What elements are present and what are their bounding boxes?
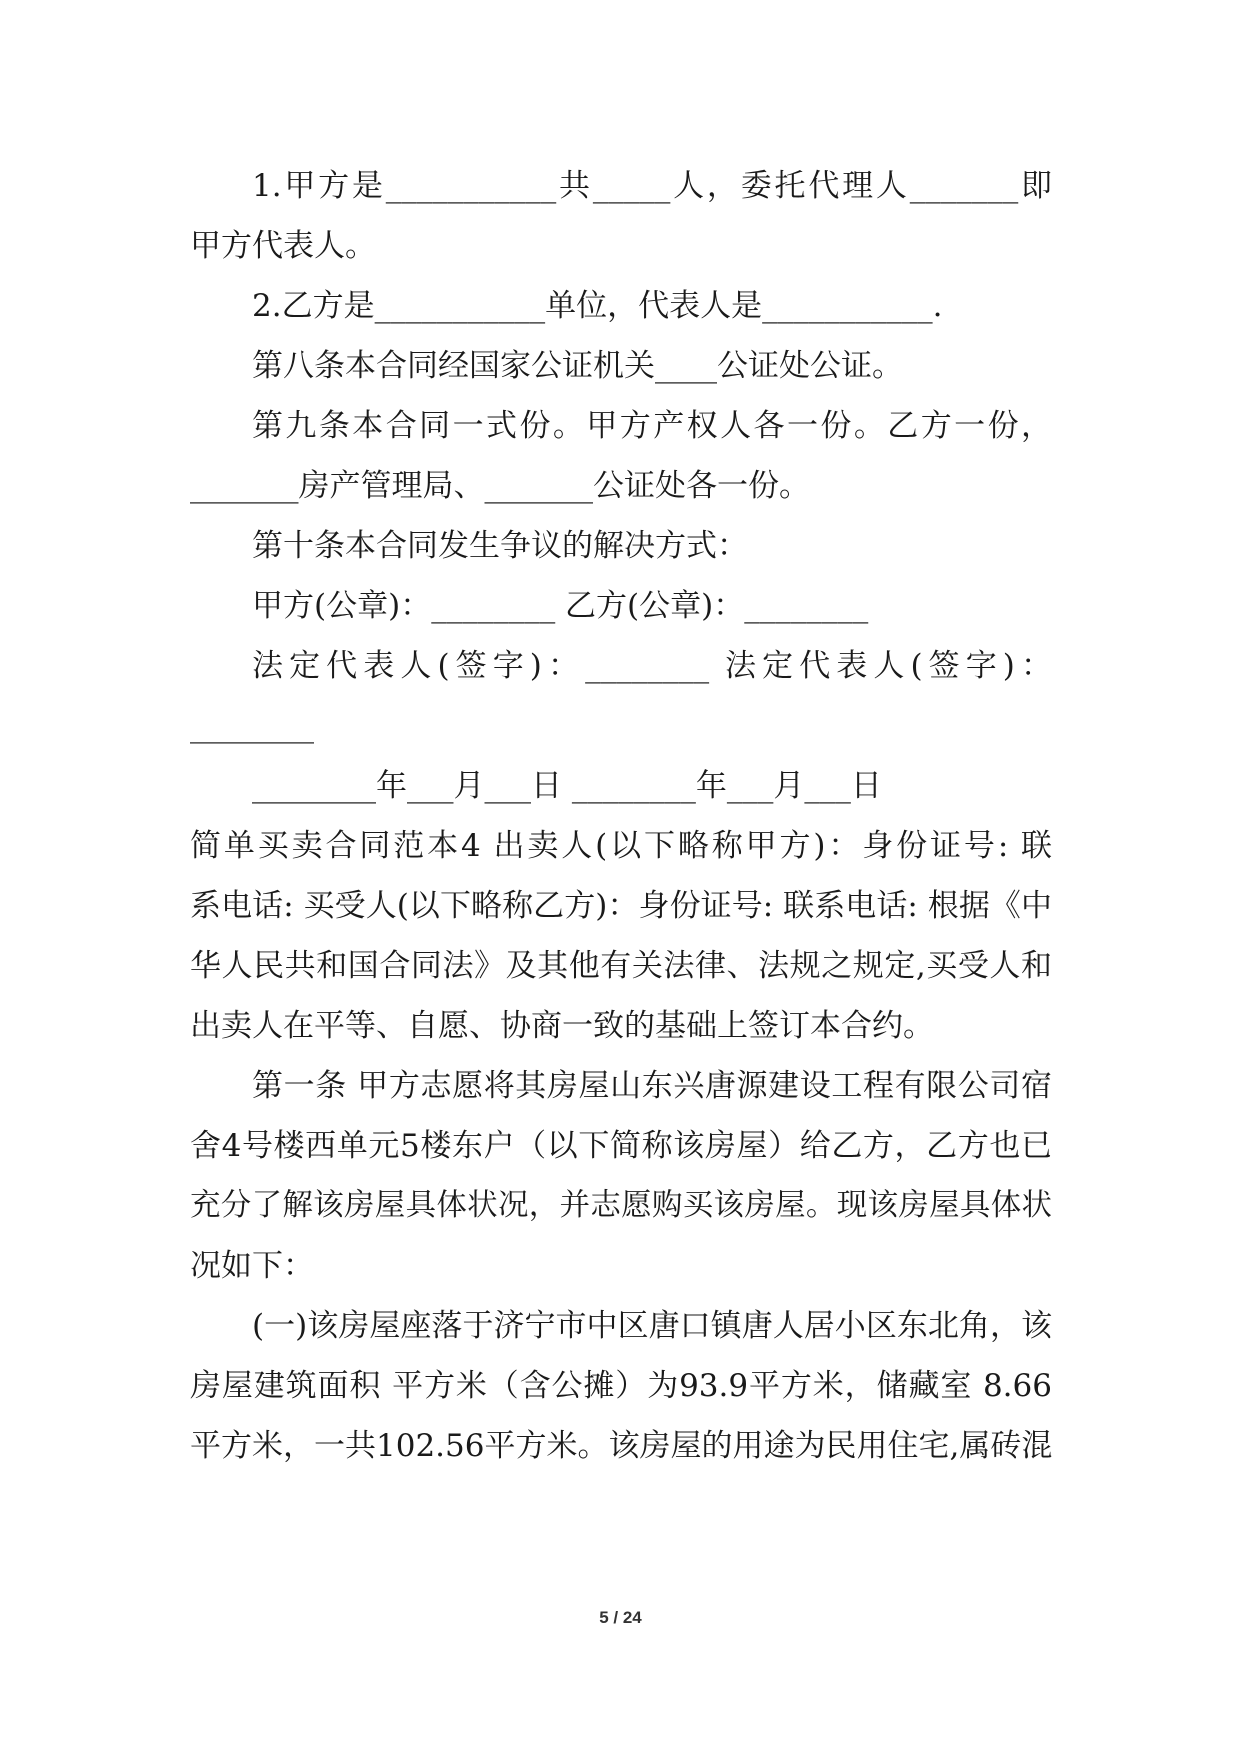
text-line: (一)该房屋座落于济宁市中区唐口镇唐人居小区东北角，该 [252,1308,1052,1344]
text-line: 法定代表人(签字)：________ 法定代表人(签字)： [252,648,1052,684]
text-line: 第一条 甲方志愿将其房屋山东兴唐源建设工程有限公司宿 [252,1068,1052,1104]
text-line: 第八条本合同经国家公证机关____公证处公证。 [252,348,903,384]
page-number: 5 / 24 [599,1608,642,1627]
text-line: 第十条本合同发生争议的解决方式： [252,528,748,564]
text-line: 2.乙方是___________单位，代表人是___________. [252,288,943,324]
text-line: 况如下： [190,1248,314,1284]
text-line: 充分了解该房屋具体状况，并志愿购买该房屋。现该房屋具体状 [190,1188,1052,1223]
text-line: 甲方(公章)：________ 乙方(公章)：________ [252,588,869,624]
text-line: _______房产管理局、_______公证处各一份。 [190,468,810,504]
text-line: 华人民共和国合同法》及其他有关法律、法规之规定,买受人和 [190,948,1052,984]
text-line: 简单买卖合同范本4 出卖人(以下略称甲方)：身份证号: 联 [190,828,1052,864]
text-line: 平方米，一共102.56平方米。该房屋的用途为民用住宅,属砖混 [190,1428,1053,1464]
text-line: ________年___月___日 ________年___月___日 [252,768,882,804]
text-line: 第九条本合同一式份。甲方产权人各一份。乙方一份， [252,408,1052,444]
text-line: ________ [190,708,314,744]
text-line: 舍4号楼西单元5楼东户（以下简称该房屋）给乙方，乙方也已 [190,1128,1052,1164]
text-line: 出卖人在平等、自愿、协商一致的基础上签订本合约。 [190,1008,934,1044]
text-line: 甲方代表人。 [190,228,376,264]
text-line: 系电话: 买受人(以下略称乙方)：身份证号: 联系电话: 根据《中 [190,888,1052,924]
text-line: 房屋建筑面积 平方米（含公摊）为93.9平方米，储藏室 8.66 [190,1368,1052,1404]
text-line: 1.甲方是___________共_____人，委托代理人_______即 [252,168,1052,204]
